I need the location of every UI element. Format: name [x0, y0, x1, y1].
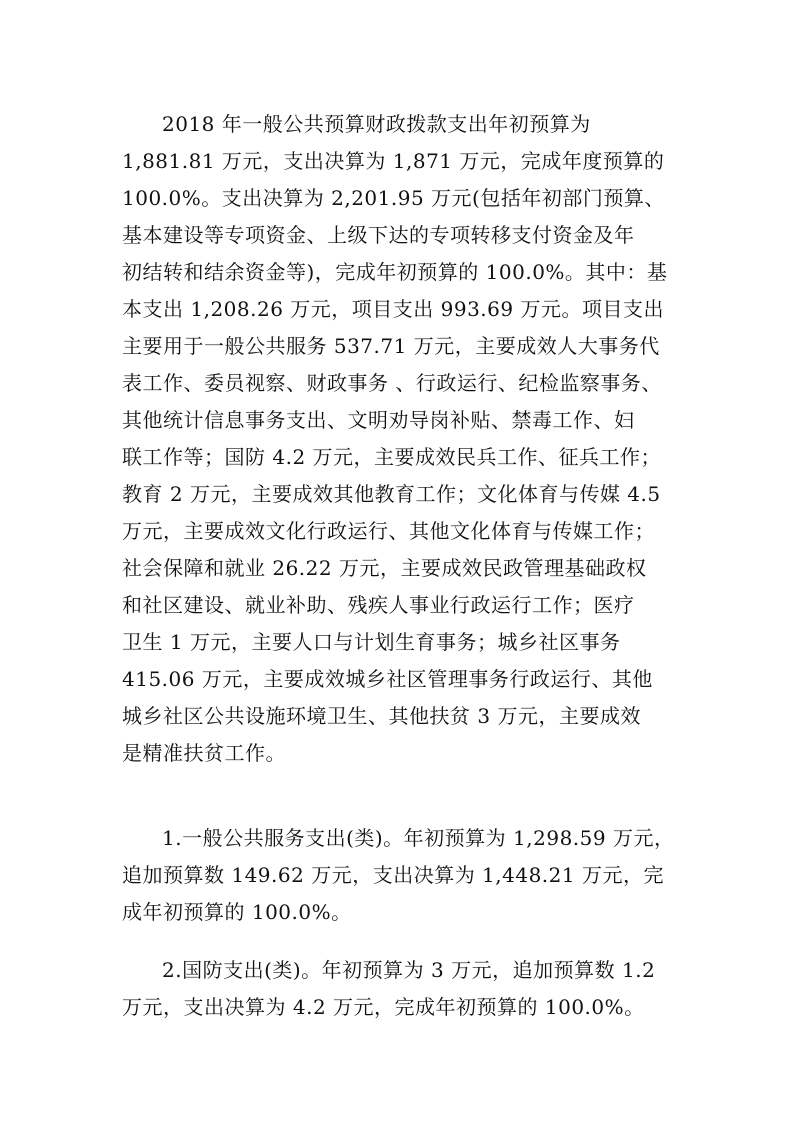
text-line: 是精准扶贫工作。 [122, 741, 286, 765]
text-line: 本支出 1,208.26 万元，项目支出 993.69 万元。项目支出 [122, 297, 664, 321]
text-line: 联工作等；国防 4.2 万元，主要成效民兵工作、征兵工作； [122, 445, 662, 469]
text-line: 表工作、委员视察、财政事务 、行政运行、纪检监察事务、 [122, 371, 662, 395]
text-line: 成年初预算的 100.0%。 [122, 900, 352, 924]
text-line: 基本建设等专项资金、上级下达的专项转移支付资金及年 [122, 223, 635, 247]
text-line: 万元，支出决算为 4.2 万元，完成年初预算的 100.0%。 [122, 995, 645, 1019]
text-line: 社会保障和就业 26.22 万元，主要成效民政管理基础政权 [122, 556, 647, 580]
text-line: 其他统计信息事务支出、文明劝导岗补贴、禁毒工作、妇 [122, 408, 635, 432]
text-line: 城乡社区公共设施环境卫生、其他扶贫 3 万元，主要成效 [122, 704, 641, 728]
text-line: 卫生 1 万元，主要人口与计划生育事务；城乡社区事务 [122, 630, 621, 654]
text-line: 教育 2 万元，主要成效其他教育工作；文化体育与传媒 4.5 [122, 482, 661, 506]
text-line: 100.0%。支出决算为 2,201.95 万元(包括年初部门预算、 [122, 186, 665, 210]
text-line: 万元，主要成效文化行政运行、其他文化体育与传媒工作； [122, 519, 655, 543]
text-line: 1,881.81 万元，支出决算为 1,871 万元，完成年度预算的 [122, 149, 665, 173]
text-line: 2018 年一般公共预算财政拨款支出年初预算为 [162, 112, 591, 136]
text-line: 追加预算数 149.62 万元，支出决算为 1,448.21 万元，完 [122, 863, 664, 887]
text-line: 主要用于一般公共服务 537.71 万元，主要成效人大事务代 [122, 334, 660, 358]
text-line: 2.国防支出(类)。年初预算为 3 万元，追加预算数 1.2 [162, 958, 656, 982]
text-line: 415.06 万元，主要成效城乡社区管理事务行政运行、其他 [122, 667, 653, 691]
text-line: 1.一般公共服务支出(类)。年初预算为 1,298.59 万元， [162, 826, 675, 850]
text-line: 和社区建设、就业补助、残疾人事业行政运行工作；医疗 [122, 593, 635, 617]
text-line: 初结转和结余资金等)，完成年初预算的 100.0%。其中：基 [122, 260, 668, 284]
